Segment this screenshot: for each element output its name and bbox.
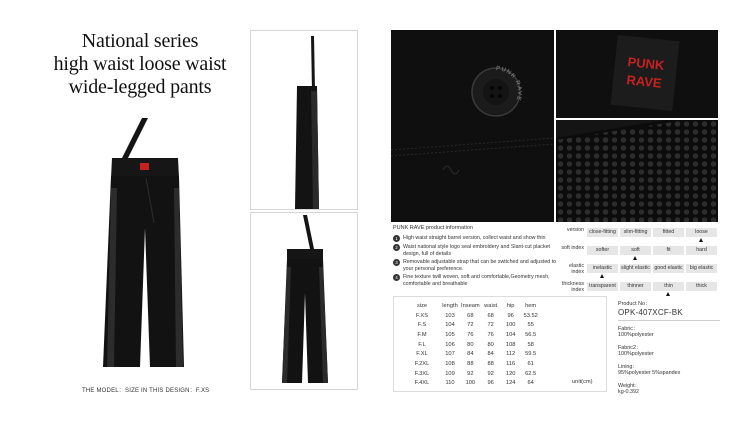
table-cell: 108 <box>505 341 516 348</box>
table-cell: 107 <box>445 351 455 358</box>
index-option: fit <box>653 246 684 255</box>
column-header: Inseam <box>461 302 480 309</box>
index-option: transparent <box>587 282 618 291</box>
index-option: fitted <box>653 228 684 237</box>
index-option: thin <box>653 282 684 291</box>
table-cell: 105 <box>445 331 455 338</box>
table-cell: 72 <box>487 322 494 329</box>
index-row-soft <box>560 246 720 264</box>
index-option: slim-fitting <box>620 228 651 237</box>
info-text: Removable adjustable strap that can be switched and adjusted to your personal preference. <box>403 259 557 272</box>
table-cell: 59.5 <box>525 351 537 358</box>
table-cell: 56.5 <box>525 331 537 338</box>
table-cell: 96 <box>487 380 494 387</box>
size-unit: unit(cm) <box>572 379 593 385</box>
table-row <box>404 330 541 340</box>
table-row <box>404 359 541 369</box>
table-cell: 110 <box>445 380 455 387</box>
info-heading: PUNK RAVE product information <box>393 225 473 231</box>
fabric2-label: Fabric2： <box>618 344 642 351</box>
table-cell: F.2XL <box>414 360 430 367</box>
table-row <box>404 379 541 389</box>
fabric1-value: 100%polyester <box>618 332 654 338</box>
info-text: Waist national style logo seal embroidery and Slant-cut placket design, full of details <box>403 244 551 257</box>
table-cell: 100 <box>465 380 476 387</box>
table-cell: 100 <box>505 322 516 329</box>
info-number-badge: 1 <box>393 235 400 242</box>
table-cell: 96 <box>507 312 514 319</box>
mesh-fabric-photo <box>556 120 718 222</box>
title-line-2: high waist loose waist <box>53 53 227 75</box>
index-marker-icon <box>666 292 670 296</box>
table-cell: 84 <box>467 351 474 358</box>
main-product-photo <box>82 118 212 370</box>
table-cell: 124 <box>505 380 516 387</box>
table-cell: 108 <box>445 360 455 367</box>
table-cell: 62.5 <box>525 370 537 377</box>
table-cell: 120 <box>505 370 516 377</box>
column-header: hem <box>525 302 537 309</box>
size-table-header <box>404 301 541 311</box>
table-cell: 106 <box>445 341 455 348</box>
logo-patch <box>140 163 149 170</box>
fit-index-grid <box>560 228 720 300</box>
index-option: soft <box>620 246 651 255</box>
column-header: length <box>442 302 458 309</box>
table-cell: F.L <box>418 341 426 348</box>
index-option: inelastic <box>587 264 618 273</box>
index-row-version <box>560 228 720 246</box>
info-item <box>393 274 561 287</box>
product-no: OPK-407XCF-BK <box>618 307 683 317</box>
table-cell: 68 <box>487 312 494 319</box>
index-label: soft index <box>561 245 584 251</box>
info-number-badge: 2 <box>393 244 400 251</box>
index-label: elastic index <box>568 263 584 275</box>
info-item <box>393 259 561 272</box>
button-engraving: PUNK RAVE <box>495 65 523 102</box>
index-label: thickness index <box>561 281 584 293</box>
info-number-badge: 4 <box>393 274 400 281</box>
table-cell: 92 <box>487 370 494 377</box>
size-chart <box>393 296 607 392</box>
button-closeup-photo <box>391 30 554 222</box>
index-option: hard <box>686 246 717 255</box>
index-option: thinner <box>620 282 651 291</box>
index-label: version <box>566 227 584 233</box>
index-marker-icon <box>600 274 604 278</box>
table-cell: 103 <box>445 312 455 319</box>
info-number-badge: 3 <box>393 259 400 266</box>
column-header: hip <box>506 302 515 309</box>
table-row <box>404 369 541 379</box>
table-cell: 88 <box>467 360 474 367</box>
divider <box>618 320 720 321</box>
table-cell: 72 <box>467 322 474 329</box>
table-cell: F.4XL <box>414 380 430 387</box>
index-row-elastic <box>560 264 720 282</box>
product-title <box>40 30 240 99</box>
table-cell: 116 <box>506 360 516 367</box>
weight-label: Weight： <box>618 382 641 389</box>
info-item <box>393 244 561 257</box>
table-row <box>404 349 541 359</box>
table-cell: 64 <box>527 380 534 387</box>
table-row <box>404 311 541 321</box>
table-cell: 68 <box>467 312 474 319</box>
back-view-photo <box>250 212 358 390</box>
table-cell: 104 <box>505 331 516 338</box>
product-details <box>618 301 728 402</box>
table-cell: 104 <box>445 322 455 329</box>
table-cell: 58 <box>527 341 534 348</box>
side-view-photo <box>250 30 358 210</box>
embroidered-label-photo <box>556 30 718 118</box>
table-cell: F.M <box>417 331 427 338</box>
label-text-rave: RAVE <box>625 72 663 91</box>
table-cell: 109 <box>445 370 455 377</box>
index-option: softer <box>587 246 618 255</box>
info-text: Fine texture twill woven, soft and comfortable,Geometry mesh, comfortable and breathable <box>403 274 550 287</box>
table-cell: 61 <box>527 360 534 367</box>
info-item <box>393 235 561 242</box>
index-option: big elastic <box>686 264 717 273</box>
lining-label: Lining： <box>618 363 638 370</box>
table-cell: 80 <box>487 341 494 348</box>
table-cell: F.XS <box>415 312 428 319</box>
table-row <box>404 320 541 330</box>
table-cell: 92 <box>467 370 474 377</box>
label-text-punk: PUNK <box>626 54 666 73</box>
size-table <box>404 301 541 388</box>
table-cell: 76 <box>487 331 494 338</box>
product-no-label: Product No： <box>618 301 651 307</box>
index-option: loose <box>686 228 717 237</box>
table-cell: 53.52 <box>523 312 538 319</box>
table-cell: F.3XL <box>414 370 430 377</box>
index-option: close-fitting <box>587 228 618 237</box>
table-cell: 80 <box>467 341 474 348</box>
title-line-1: National series <box>81 30 199 52</box>
table-cell: 112 <box>506 351 516 358</box>
info-text: High waist straight barrel version, collect waist and show thin <box>403 235 546 241</box>
weight-value: kg-0.392 <box>618 389 639 395</box>
table-cell: 84 <box>487 351 494 358</box>
product-information <box>393 225 561 290</box>
index-marker-icon <box>633 256 637 260</box>
table-cell: 88 <box>487 360 494 367</box>
title-line-3: wide-legged pants <box>68 76 212 98</box>
fabric1-label: Fabric： <box>618 325 639 332</box>
table-cell: 55 <box>527 322 534 329</box>
column-header: waist <box>484 302 498 309</box>
table-cell: 76 <box>467 331 474 338</box>
lining-value: 95%polyester 5%spandex <box>618 370 681 376</box>
index-option: thick <box>686 282 717 291</box>
table-row <box>404 340 541 350</box>
index-option: good elastic <box>654 265 683 271</box>
table-cell: F.XL <box>416 351 428 358</box>
fabric2-value: 100%polyester <box>618 351 654 357</box>
model-size-note: THE MODEL：SIZE IN THIS DESIGN：F.XS <box>82 388 210 394</box>
index-marker-icon <box>699 238 703 242</box>
column-header: size <box>416 302 428 309</box>
table-cell: F.S <box>417 322 427 329</box>
index-option: slight elastic <box>621 265 650 271</box>
